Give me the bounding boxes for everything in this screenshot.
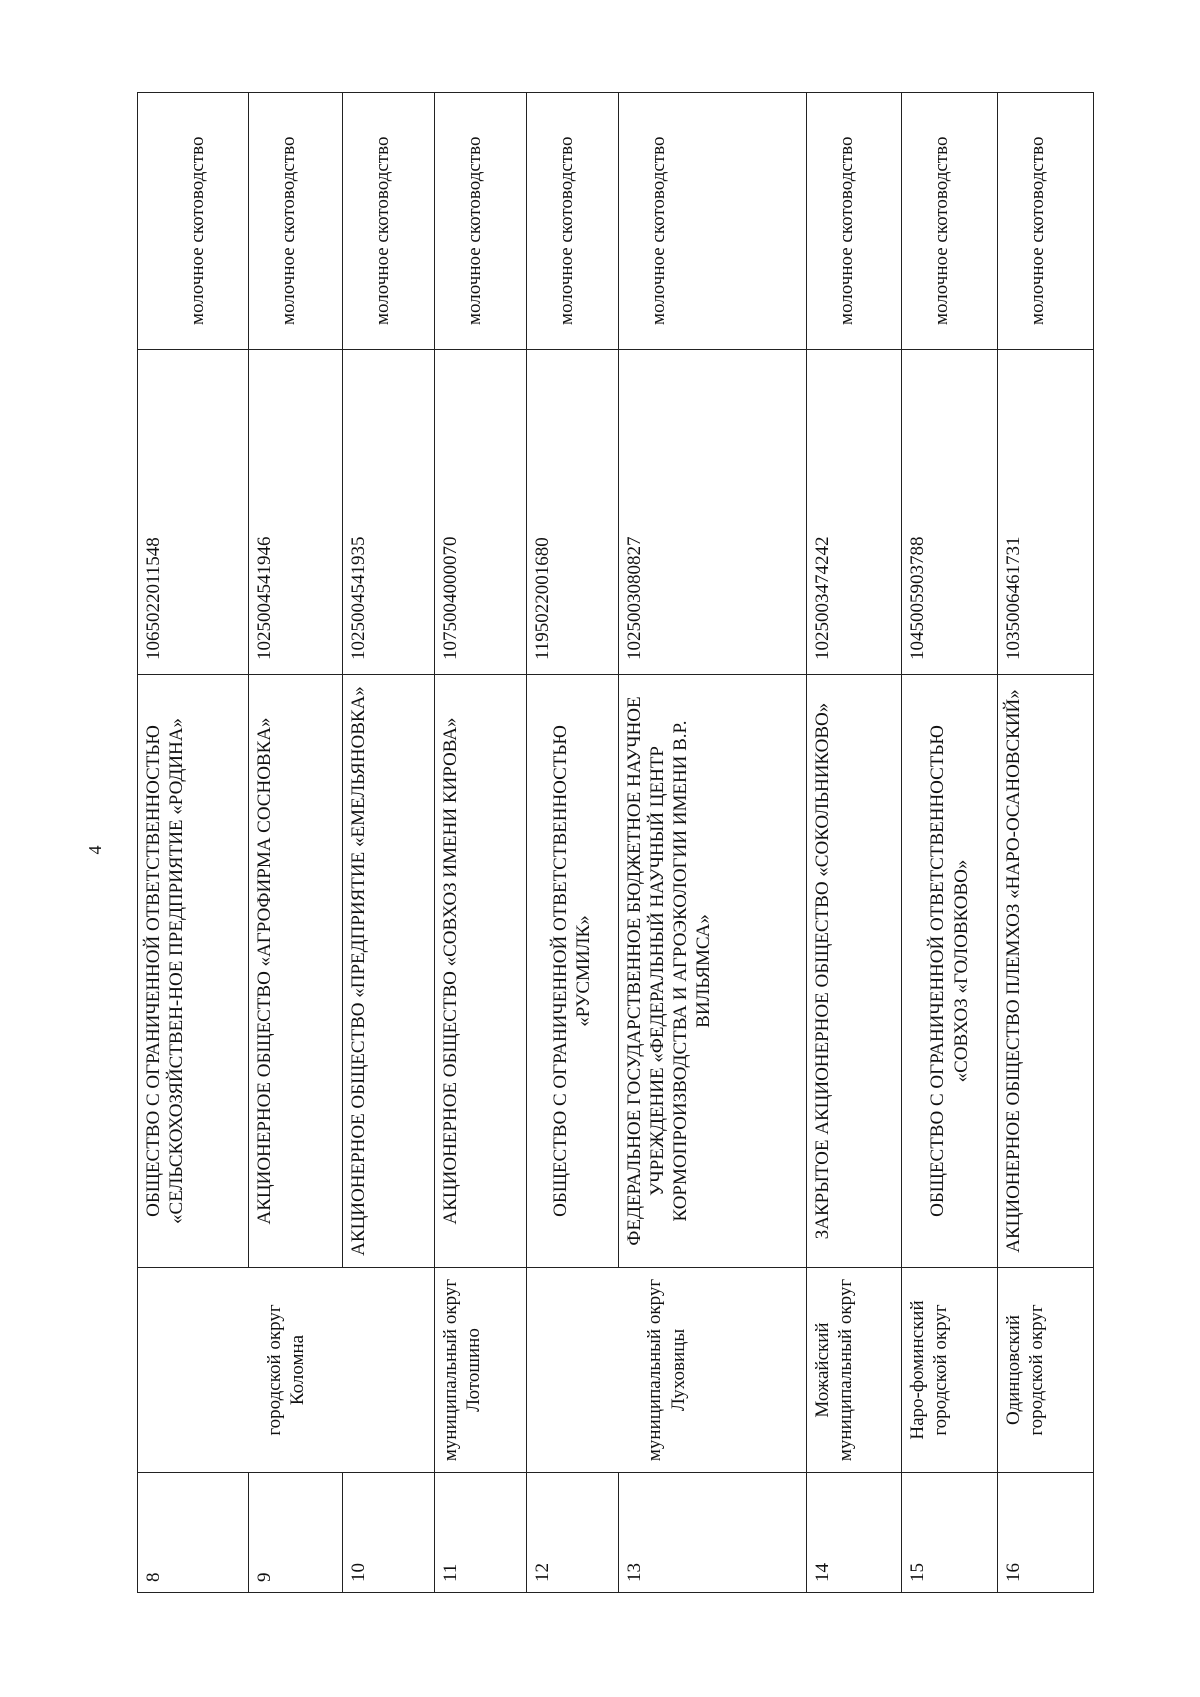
row-number: 15 bbox=[902, 1473, 998, 1593]
row-number: 13 bbox=[618, 1473, 807, 1593]
activity-cell: молочное скотоводство bbox=[998, 93, 1094, 350]
ogrn-cell: 1045005903788 bbox=[902, 350, 998, 675]
organization-name: ФЕДЕРАЛЬНОЕ ГОСУДАРСТВЕННОЕ БЮДЖЕТНОЕ НАУЧНОЕ УЧРЕЖДЕНИЕ «ФЕДЕРАЛЬНЫЙ НАУЧНЫЙ ЦЕНТР КОРМОПРОИЗВОДСТВА И АГРОЭКОЛОГИИ ИМЕНИ В.Р. ВИЛЬЯМСА» bbox=[618, 675, 807, 1268]
district-cell: Наро-фоминский городской округ bbox=[902, 1268, 998, 1473]
organization-name: АКЦИОНЕРНОЕ ОБЩЕСТВО «ПРЕДПРИЯТИЕ «ЕМЕЛЬЯНОВКА» bbox=[343, 675, 435, 1268]
row-number: 10 bbox=[343, 1473, 435, 1593]
ogrn-cell: 1025004541946 bbox=[249, 350, 343, 675]
page-number: 4 bbox=[85, 845, 105, 855]
ogrn-cell: 1195022001680 bbox=[526, 350, 618, 675]
district-cell: муниципальный округ Луховицы bbox=[526, 1268, 807, 1473]
activity-cell: молочное скотоводство bbox=[343, 93, 435, 350]
table-row bbox=[807, 93, 902, 1593]
organization-name: ЗАКРЫТОЕ АКЦИОНЕРНОЕ ОБЩЕСТВО «СОКОЛЬНИКОВО» bbox=[807, 675, 902, 1268]
district-cell: Одинцовский городской округ bbox=[998, 1268, 1094, 1473]
district-cell: городской округ Коломна bbox=[138, 1268, 435, 1473]
ogrn-cell: 1025003474242 bbox=[807, 350, 902, 675]
organization-name: ОБЩЕСТВО С ОГРАНИЧЕННОЙ ОТВЕТСТВЕННОСТЬЮ «СЕЛЬСКОХОЗЯЙСТВЕН-НОЕ ПРЕДПРИЯТИЕ «РОДИНА» bbox=[138, 675, 249, 1268]
activity-cell: молочное скотоводство bbox=[618, 93, 807, 350]
row-number: 9 bbox=[249, 1473, 343, 1593]
activity-cell: молочное скотоводство bbox=[435, 93, 527, 350]
row-number: 11 bbox=[435, 1473, 527, 1593]
organization-name: ОБЩЕСТВО С ОГРАНИЧЕННОЙ ОТВЕТСТВЕННОСТЬЮ «РУСМИЛК» bbox=[526, 675, 618, 1268]
organization-name: АКЦИОНЕРНОЕ ОБЩЕСТВО ПЛЕМХОЗ «НАРО-ОСАНОВСКИЙ» bbox=[998, 675, 1094, 1268]
ogrn-cell: 1065022011548 bbox=[138, 350, 249, 675]
ogrn-cell: 1035006461731 bbox=[998, 350, 1094, 675]
activity-cell: молочное скотоводство bbox=[138, 93, 249, 350]
district-cell: Можайский муниципальный округ bbox=[807, 1268, 902, 1473]
activity-cell: молочное скотоводство bbox=[807, 93, 902, 350]
table-row bbox=[138, 93, 249, 1593]
organization-name: АКЦИОНЕРНОЕ ОБЩЕСТВО «СОВХОЗ ИМЕНИ КИРОВА» bbox=[435, 675, 527, 1268]
activity-cell: молочное скотоводство bbox=[902, 93, 998, 350]
row-number: 16 bbox=[998, 1473, 1094, 1593]
organization-name: АКЦИОНЕРНОЕ ОБЩЕСТВО «АГРОФИРМА СОСНОВКА» bbox=[249, 675, 343, 1268]
row-number: 8 bbox=[138, 1473, 249, 1593]
table-row bbox=[435, 93, 527, 1593]
ogrn-cell: 1075004000070 bbox=[435, 350, 527, 675]
table-row bbox=[526, 93, 618, 1593]
enterprise-table bbox=[137, 92, 1094, 1593]
ogrn-cell: 1025004541935 bbox=[343, 350, 435, 675]
activity-cell: молочное скотоводство bbox=[249, 93, 343, 350]
organization-name: ОБЩЕСТВО С ОГРАНИЧЕННОЙ ОТВЕТСТВЕННОСТЬЮ «СОВХОЗ «ГОЛОВКОВО» bbox=[902, 675, 998, 1268]
rotated-table-container bbox=[137, 93, 1094, 1593]
ogrn-cell: 1025003080827 bbox=[618, 350, 807, 675]
row-number: 14 bbox=[807, 1473, 902, 1593]
row-number: 12 bbox=[526, 1473, 618, 1593]
district-cell: муниципальный округ Лотошино bbox=[435, 1268, 527, 1473]
activity-cell: молочное скотоводство bbox=[526, 93, 618, 350]
table-row bbox=[902, 93, 998, 1593]
table-row bbox=[998, 93, 1094, 1593]
